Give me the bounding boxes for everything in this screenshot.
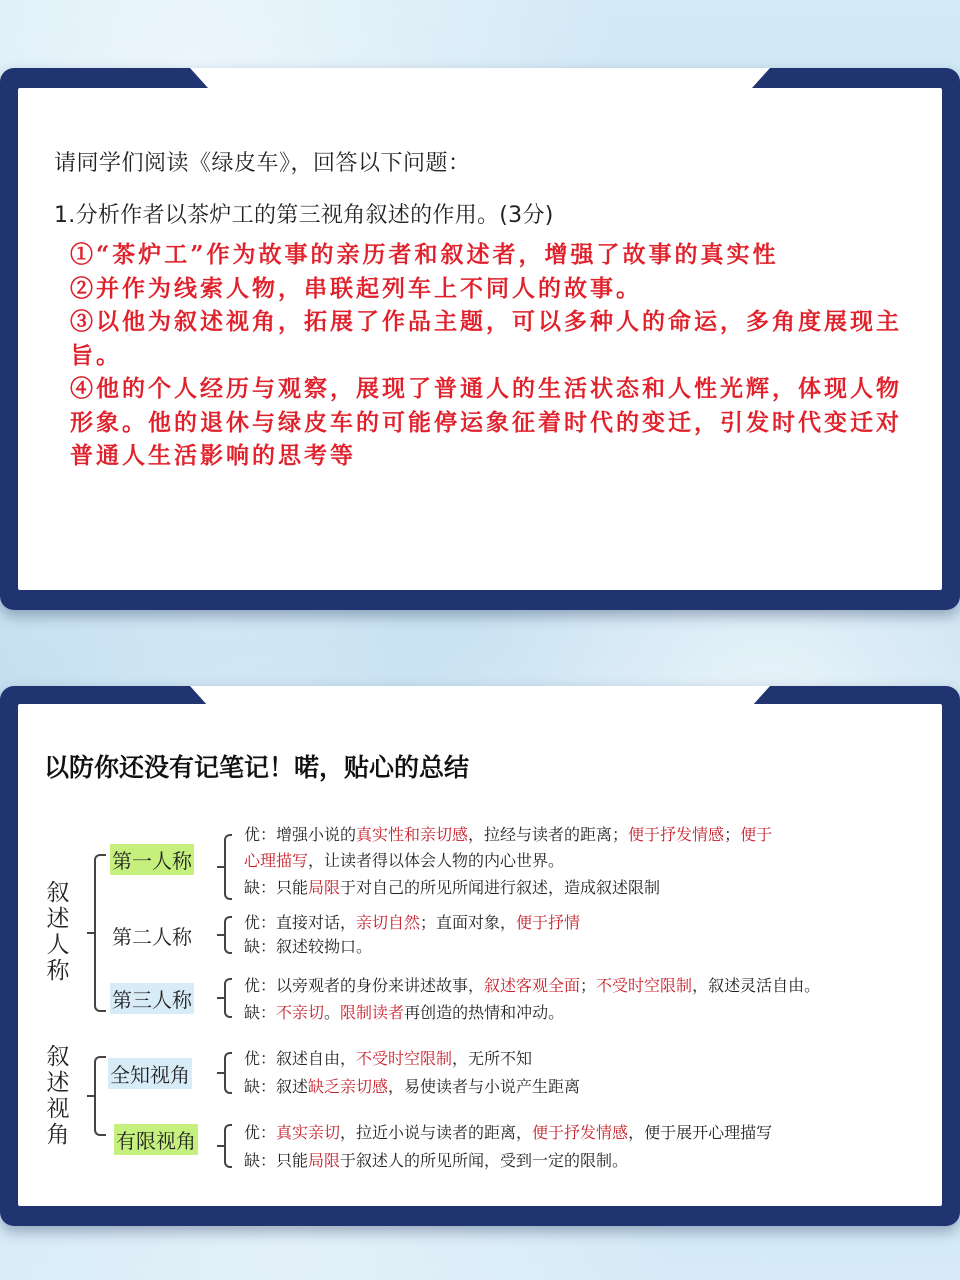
card-top-tab: [190, 68, 770, 88]
limited-pro: 优：真实亲切，拉近小说与读者的距离，便于抒发情感，便于展开心理描写: [244, 1123, 773, 1142]
question-text: 1.分析作者以茶炉工的第三视角叙述的作用。(3分): [54, 203, 554, 228]
first-person-bracket: [224, 834, 232, 900]
limited-bracket: [224, 1124, 232, 1168]
answer-point-3: ③以他为叙述视角，拓展了作品主题，可以多种人的命运，多角度展现主旨。: [70, 308, 902, 369]
second-person-con: 缺：叙述较拗口。: [244, 937, 373, 956]
omniscient-pro: 优：叙述自由，不受时空限制，无所不知: [244, 1049, 533, 1068]
second-person-label: 第二人称: [112, 925, 192, 949]
group1-bracket: [94, 854, 106, 1012]
group-label-narrative-perspective: 叙述视角: [46, 1044, 70, 1148]
card-top-tab: [190, 686, 770, 706]
third-person-bracket: [224, 978, 232, 1018]
third-person-con: 缺：不亲切。限制读者再创造的热情和冲动。: [244, 1003, 565, 1022]
omniscient-bracket: [224, 1052, 232, 1094]
answer-point-4: ④他的个人经历与观察，展现了普通人的生活状态和人性光辉，体现人物形象。他的退休与绿皮车的可能停运象征着时代的变迁，引发时代变迁对普通人生活影响的思考等: [70, 375, 902, 469]
answer-block: [70, 238, 910, 473]
question-card: [0, 68, 960, 610]
answer-point-1: ①“茶炉工”作为故事的亲历者和叙述者，增强了故事的真实性: [70, 241, 779, 268]
question-intro: 请同学们阅读《绿皮车》，回答以下问题：: [54, 151, 471, 176]
first-person-label: 第一人称: [110, 844, 194, 875]
summary-title: 以防你还没有记笔记！喏，贴心的总结: [44, 753, 470, 782]
second-person-bracket: [224, 916, 232, 954]
limited-con: 缺：只能局限于叙述人的所见所闻，受到一定的限制。: [244, 1151, 629, 1170]
first-person-pro-cont: 心理描写，让读者得以体会人物的内心世界。: [244, 851, 565, 870]
first-person-con: 缺：只能局限于对自己的所见所闻进行叙述，造成叙述限制: [244, 878, 661, 897]
limited-label: 有限视角: [114, 1124, 198, 1155]
third-person-pro: 优：以旁观者的身份来讲述故事，叙述客观全面；不受时空限制，叙述灵活自由。: [244, 976, 821, 995]
group2-bracket: [94, 1056, 106, 1136]
second-person-pro: 优：直接对话，亲切自然；直面对象，便于抒情: [244, 913, 581, 932]
summary-card-body: [18, 704, 942, 1206]
answer-point-2: ②并作为线索人物，串联起列车上不同人的故事。: [70, 274, 642, 302]
omniscient-label: 全知视角: [108, 1058, 192, 1089]
summary-card: [0, 686, 960, 1226]
third-person-label: 第三人称: [110, 983, 194, 1014]
first-person-pro: 优：增强小说的真实性和亲切感，拉经与读者的距离；便于抒发情感；便于: [244, 825, 773, 844]
group-label-narrative-person: 叙述人称: [46, 880, 70, 984]
omniscient-con: 缺：叙述缺乏亲切感，易使读者与小说产生距离: [244, 1077, 581, 1096]
question-card-body: [18, 88, 942, 590]
